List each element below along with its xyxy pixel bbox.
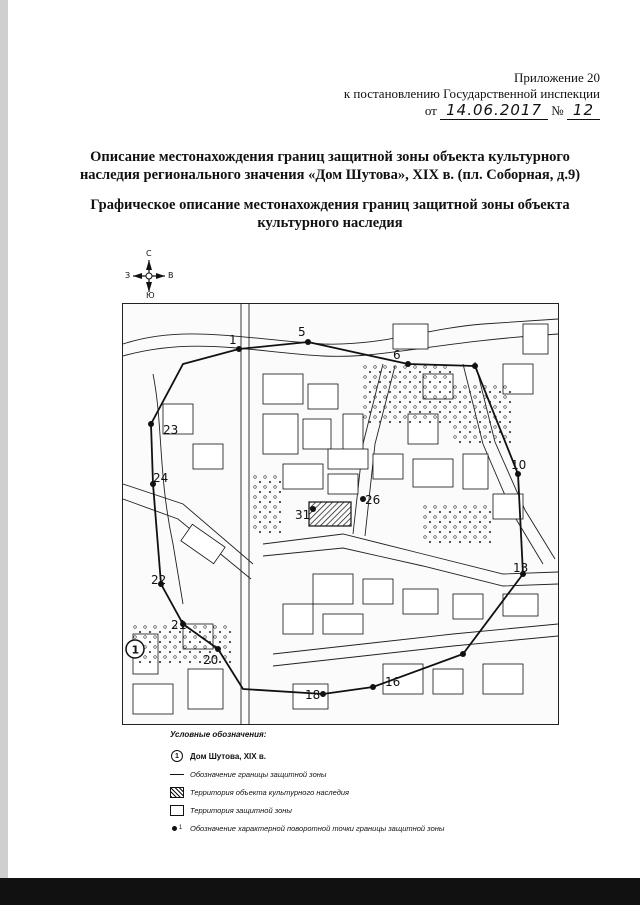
point-label-10: 10 (511, 458, 527, 472)
rect-icon (170, 804, 184, 816)
handwritten-number: 12 (567, 101, 600, 120)
point-label-1: 1 (229, 333, 237, 347)
point-label-24: 24 (153, 471, 169, 485)
point-label-6: 6 (393, 348, 401, 362)
handwritten-date: 14.06.2017 (440, 101, 548, 120)
appendix-header (280, 70, 600, 119)
legend-text: Территория объекта культурного наследия (190, 787, 350, 797)
compass-east: В (168, 271, 174, 280)
legend-item-zone-territory (170, 801, 590, 819)
document-title: Описание местонахождения границ защитной зоны объекта культурного наследия регионального значения «Дом Шутова», XIX в. (пл. Соборная, д.9) (79, 149, 581, 183)
point-label-23: 23 (163, 423, 179, 437)
legend-item-heritage-territory (170, 783, 590, 801)
legend-title: Условные обозначения: (170, 730, 267, 739)
point-label-18: 18 (305, 688, 321, 702)
point-label-20: 20 (203, 653, 219, 667)
point-label-21: 21 (171, 618, 187, 632)
cadastral-map (122, 303, 559, 725)
legend-marker: 1 (171, 750, 183, 762)
appendix-label: Приложение 20 (513, 70, 600, 85)
compass-south: Ю (146, 291, 155, 300)
legend-marker: 1 (178, 825, 183, 831)
hatched-rect-icon (170, 786, 184, 798)
heritage-object-marker-label: 1 (131, 643, 140, 657)
heritage-object-territory (309, 502, 351, 526)
from-prefix: от (424, 103, 437, 118)
legend-text: Обозначение границы защитной зоны (190, 769, 327, 779)
point-label-13: 13 (513, 561, 529, 575)
point-label-22: 22 (151, 573, 167, 587)
point-label-31: 31 (295, 508, 311, 522)
compass-west: З (125, 271, 131, 280)
legend-text: Территория защитной зоны (190, 805, 292, 815)
legend-text: Обозначение характерной поворотной точки границы защитной зоны (190, 823, 445, 833)
legend (170, 730, 590, 837)
resolution-reference: к постановлению Государственной инспекции (343, 86, 600, 101)
legend-item-boundary-line (170, 765, 590, 783)
compass-rose-icon (124, 249, 174, 300)
document-subtitle: Графическое описание местонахождения границ защитной зоны объекта культурного наследия (90, 197, 570, 231)
circle-number-icon (170, 750, 184, 762)
point-label-26: 26 (365, 493, 381, 507)
dot-icon (170, 822, 184, 834)
point-label-16: 16 (385, 675, 401, 689)
legend-item-heritage-object (170, 747, 590, 765)
number-prefix: № (551, 103, 564, 118)
line-icon (170, 768, 184, 780)
page-edge (0, 0, 8, 905)
legend-text: Дом Шутова, XIX в. (190, 751, 266, 761)
map-drawing (123, 304, 558, 724)
scan-bottom-border (0, 878, 640, 905)
compass-north: С (146, 249, 152, 258)
legend-item-boundary-point (170, 819, 590, 837)
point-label-5: 5 (298, 325, 306, 339)
date-number-line (280, 102, 600, 119)
